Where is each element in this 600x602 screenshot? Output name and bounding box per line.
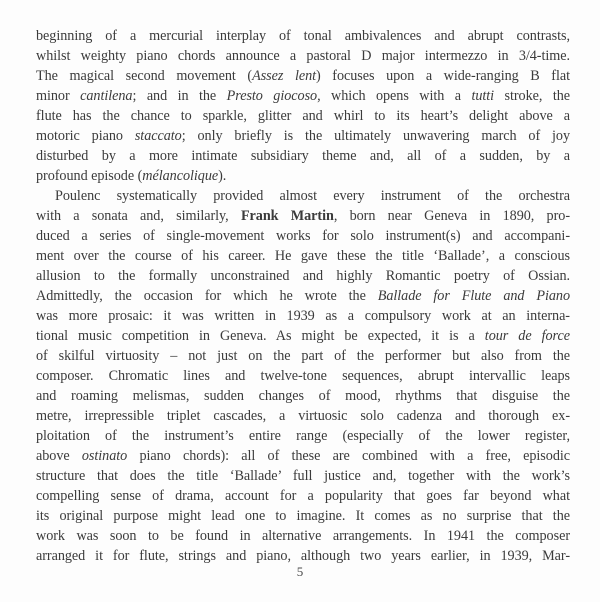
text-run: ). [218, 168, 227, 184]
italic-text-run: cantilena [80, 88, 133, 104]
text-run: was more prosaic: it was written in 1939 as a compulsory work at an interna- [36, 308, 570, 324]
text-run: and roaming melismas, sudden changes of mood, rhythms that disguise the [36, 388, 570, 404]
text-run: compelling sense of drama, account for a popularity that goes far beyond what [36, 488, 570, 504]
text-line [36, 546, 570, 566]
text-line [36, 326, 570, 346]
italic-text-run: Ballade for Flute and Piano [377, 288, 570, 304]
text-line [36, 266, 570, 286]
text-line [36, 66, 570, 86]
text-line [36, 26, 570, 46]
text-run: disturbed by a more intimate subsidiary theme and, all of a sudden, by a [36, 148, 570, 164]
text-line [36, 306, 570, 326]
text-run: , born near Geneva in 1890, pro- [333, 208, 570, 224]
paragraph-2 [36, 186, 570, 566]
page-number: 5 [296, 564, 304, 579]
text-line [36, 226, 570, 246]
italic-text-run: staccato [134, 128, 182, 144]
text-line [36, 246, 570, 266]
text-line [36, 486, 570, 506]
text-line [36, 426, 570, 446]
text-run: tional music competition in Geneva. As might be expected, it is a [36, 328, 485, 344]
text-run: arranged it for flute, strings and piano, although two years earlier, in 1939, Mar- [36, 548, 570, 564]
italic-text-run: mélancolique [142, 168, 219, 184]
bold-text-run: Frank Martin [240, 208, 334, 224]
text-run: allusion to the formally unconstrained and highly Romantic poetry of Ossian. [36, 268, 570, 284]
text-line [36, 186, 570, 206]
text-run: profound episode ( [36, 168, 143, 184]
text-run: ploitation of the instrument’s entire range (especially of the lower register, [36, 428, 570, 444]
text-run: beginning of a mercurial interplay of tonal ambivalences and abrupt contrasts, [36, 28, 570, 44]
text-line [36, 206, 570, 226]
text-line [36, 126, 570, 146]
text-line [36, 526, 570, 546]
text-run: of skilful virtuosity – not just on the part of the performer but also from the [36, 348, 570, 364]
text-run: The magical second movement ( [36, 68, 253, 84]
text-run: minor [36, 88, 81, 104]
text-line [36, 506, 570, 526]
text-line [36, 166, 570, 186]
text-run: work was soon to be found in alternative arrangements. In 1941 the composer [36, 528, 570, 544]
text-run: its original purpose might lead one to imagine. It comes as no surprise that the [36, 508, 570, 524]
text-run: Poulenc systematically provided almost every instrument of the orchestra [55, 188, 570, 204]
text-run: flute has the chance to sparkle, glitter and whirl to its heart’s delight above a [36, 108, 570, 124]
text-line [36, 346, 570, 366]
text-run: Admittedly, the occasion for which he wrote the [36, 288, 378, 304]
text-run: stroke, the [494, 88, 570, 104]
page-text [36, 26, 570, 566]
text-run: piano chords): all of these are combined with a free, episodic [127, 448, 570, 464]
text-run: metre, irrepressible triplet cascades, a virtuosic solo cadenza and thorough ex- [36, 408, 570, 424]
text-line [36, 106, 570, 126]
italic-text-run: Assez lent [252, 68, 317, 84]
text-run: ; only briefly is the ultimately unwavering march of joy [181, 128, 570, 144]
text-run: ment over the course of his career. He gave these the title ‘Ballade’, a conscious [36, 248, 570, 264]
text-line [36, 86, 570, 106]
text-run: structure that does the title ‘Ballade’ full justice and, together with the work’s [36, 468, 570, 484]
text-run: duced a series of single-movement works for solo instrument(s) and accompani- [36, 228, 570, 244]
text-line [36, 46, 570, 66]
text-line [36, 466, 570, 486]
text-line [36, 406, 570, 426]
text-run: composer. Chromatic lines and twelve-tone sequences, abrupt intervallic leaps [36, 368, 570, 384]
italic-text-run: tour de force [484, 328, 570, 344]
text-run: whilst weighty piano chords announce a pastoral D major intermezzo in 3/4-time. [36, 48, 570, 64]
text-line [36, 366, 570, 386]
italic-text-run: Presto giocoso [226, 88, 318, 104]
text-run: ; and in the [132, 88, 227, 104]
text-line [36, 386, 570, 406]
italic-text-run: ostinato [81, 448, 128, 464]
text-run: ) focuses upon a wide-ranging B flat [316, 68, 570, 84]
text-line [36, 286, 570, 306]
text-run: motoric piano [36, 128, 135, 144]
text-line [36, 446, 570, 466]
italic-text-run: tutti [471, 88, 495, 104]
paragraph-1 [36, 26, 570, 186]
text-run: above [36, 448, 82, 464]
text-run: , which opens with a [317, 88, 472, 104]
text-run: with a sonata and, similarly, [36, 208, 241, 224]
text-line [36, 146, 570, 166]
